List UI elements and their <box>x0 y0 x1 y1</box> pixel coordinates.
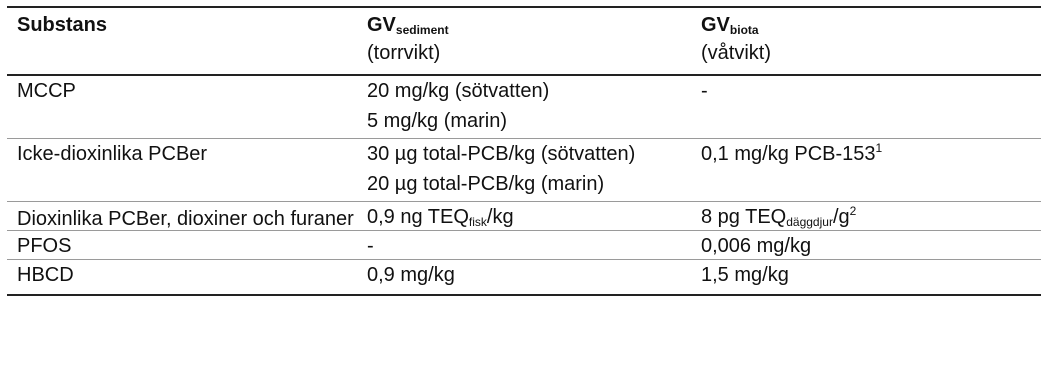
sediment-cell: 0,9 ng $TEQ_{fisk}/kg$ <box>357 202 691 231</box>
header-gv-biota: $GV_{biota}$ <box>691 7 1041 40</box>
biota-cell: 8 pg $TEQ_{däggdjur}/g^2$ <box>691 202 1041 231</box>
substance-cell: HBCD <box>7 260 357 296</box>
biota-cell: 1,5 mg/kg <box>691 260 1041 296</box>
table-row <box>7 139 1041 202</box>
table-row <box>7 260 1041 296</box>
sediment-cell: 30 µg total-PCB/kg (sötvatten) 20 µg total-PCB/kg (marin) <box>357 139 691 202</box>
substance-cell: Dioxinlika PCBer, dioxiner och furaner <box>7 202 357 231</box>
footnote-ref: 2 <box>849 204 857 218</box>
biota-cell: 0,1 mg/kg PCB-$153^1$ <box>691 139 1041 202</box>
table-row <box>7 202 1041 231</box>
biota-cell: - <box>701 80 708 102</box>
biota-cell: 0,006 mg/kg <box>691 231 1041 260</box>
header-biota-subscript: biota <box>729 23 759 37</box>
sediment-cell: 20 mg/kg (sötvatten) 5 mg/kg (marin) <box>367 80 550 132</box>
sediment-cell: - <box>357 231 691 260</box>
header-empty <box>7 40 357 75</box>
guideline-values-table <box>7 6 1041 296</box>
substance-cell: PFOS <box>7 231 357 260</box>
header-gv-sediment: $GV_{sediment}$ <box>357 7 691 40</box>
teq-fisk-subscript: fisk <box>468 215 487 229</box>
footnote-ref: 1 <box>875 141 883 155</box>
header-sediment-unit: (torrvikt) <box>357 40 691 75</box>
header-sediment-subscript: sediment <box>395 23 449 37</box>
substance-cell: MCCP <box>17 80 76 102</box>
sediment-cell: 0,9 mg/kg <box>357 260 691 296</box>
header-substance: Substans <box>7 7 357 40</box>
header-biota-unit: (våtvikt) <box>691 40 1041 75</box>
teq-daggdjur-subscript: däggdjur <box>786 215 833 229</box>
table-header <box>7 7 1041 75</box>
table-row <box>7 231 1041 260</box>
substance-cell: Icke-dioxinlika PCBer <box>7 139 357 202</box>
table-row <box>7 75 1041 139</box>
